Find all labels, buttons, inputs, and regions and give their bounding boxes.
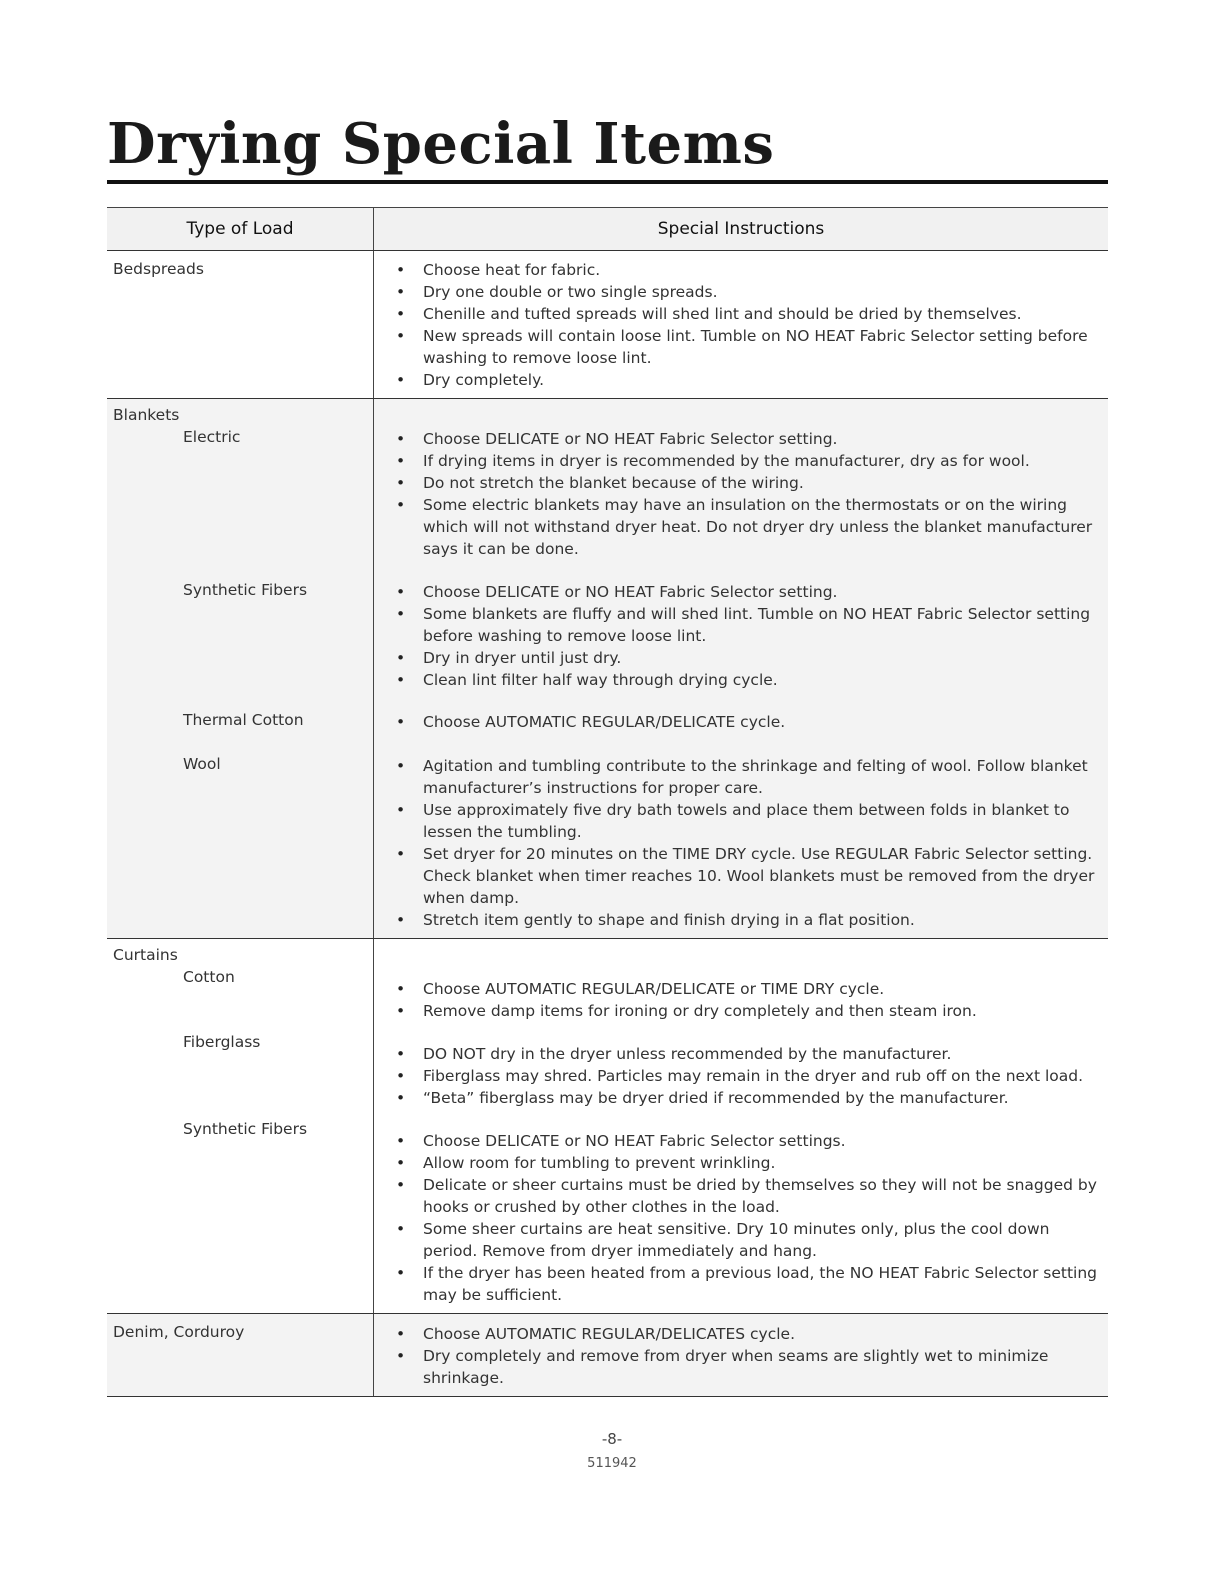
table-header-row (107, 208, 1108, 251)
instructions-bedspreads (374, 251, 1108, 398)
section-denim-corduroy (107, 1314, 1108, 1397)
load-label-blankets: Blankets (113, 406, 180, 424)
load-sublabel-thermal-cotton: Thermal Cotton (183, 711, 304, 729)
page-title: Drying Special Items (107, 111, 775, 177)
list-item: • Some electric blankets may have an insulation on the thermostats or on the wiring which will not withstand dryer heat. Do not dryer dry unless the blanket manufacturer says it can be done. (396, 494, 1100, 560)
list-item: • Allow room for tumbling to prevent wrinkling. (396, 1152, 1100, 1174)
bullet-list-synthetic-curtains (396, 1130, 1100, 1306)
bullet-list-denim (396, 1323, 1100, 1389)
list-item: • Dry in dryer until just dry. (396, 647, 1100, 669)
bullet-list-electric (396, 428, 1100, 560)
list-item: • Stretch item gently to shape and finish drying in a flat position. (396, 909, 1100, 931)
load-cell-bedspreads (107, 251, 374, 398)
page-number: -8- (601, 1430, 623, 1448)
load-sublabel-fiberglass: Fiberglass (183, 1033, 261, 1051)
list-item: • Dry completely and remove from dryer when seams are slightly wet to minimize shrinkage. (396, 1345, 1100, 1389)
list-item: • Some sheer curtains are heat sensitive. Dry 10 minutes only, plus the cool down period. Remove from dryer immediately and hang. (396, 1218, 1100, 1262)
list-item: • Choose DELICATE or NO HEAT Fabric Selector setting. (396, 428, 1100, 450)
title-rule (107, 180, 1108, 184)
load-label-denim-corduroy: Denim, Corduroy (113, 1323, 245, 1341)
load-sublabel-wool: Wool (183, 755, 221, 773)
list-item: • Clean lint filter half way through drying cycle. (396, 669, 1100, 691)
bullet-list-thermal-cotton (396, 711, 1100, 733)
list-item: • Choose AUTOMATIC REGULAR/DELICATE or TIME DRY cycle. (396, 978, 1100, 1000)
load-cell-blankets (107, 399, 374, 938)
list-item: • Use approximately five dry bath towels and place them between folds in blanket to lessen the tumbling. (396, 799, 1100, 843)
bullet-list-bedspreads (396, 259, 1100, 391)
bullet-list-cotton (396, 978, 1100, 1022)
header-type-of-load: Type of Load (107, 208, 374, 250)
special-items-table (107, 207, 1108, 1397)
list-item: • DO NOT dry in the dryer unless recommended by the manufacturer. (396, 1043, 1100, 1065)
load-sublabel-synthetic-fibers: Synthetic Fibers (183, 581, 308, 599)
list-item: • Choose AUTOMATIC REGULAR/DELICATES cycle. (396, 1323, 1100, 1345)
list-item: • Set dryer for 20 minutes on the TIME DRY cycle. Use REGULAR Fabric Selector setting. Check blanket when timer reaches 10. Wool blankets must be removed from the dryer when damp. (396, 843, 1100, 909)
list-item: • Delicate or sheer curtains must be dried by themselves so they will not be snagged by hooks or crushed by other clothes in the load. (396, 1174, 1100, 1218)
list-item: • Choose heat for fabric. (396, 259, 1100, 281)
list-item: • Choose DELICATE or NO HEAT Fabric Selector settings. (396, 1130, 1100, 1152)
instructions-denim-corduroy (374, 1314, 1108, 1396)
section-curtains (107, 939, 1108, 1314)
list-item: • Choose DELICATE or NO HEAT Fabric Selector setting. (396, 581, 1100, 603)
bullet-list-synthetic-blankets (396, 581, 1100, 691)
list-item: • Do not stretch the blanket because of the wiring. (396, 472, 1100, 494)
section-bedspreads (107, 251, 1108, 399)
load-cell-curtains (107, 939, 374, 1313)
list-item: • Choose AUTOMATIC REGULAR/DELICATE cycle. (396, 711, 1100, 733)
list-item: • Dry completely. (396, 369, 1100, 391)
list-item: • Some blankets are fluffy and will shed lint. Tumble on NO HEAT Fabric Selector setting before washing to remove loose lint. (396, 603, 1100, 647)
instructions-curtains (374, 939, 1108, 1313)
list-item: • Agitation and tumbling contribute to the shrinkage and felting of wool. Follow blanket manufacturer’s instructions for proper care. (396, 755, 1100, 799)
load-cell-denim-corduroy (107, 1314, 374, 1396)
list-item: • “Beta” fiberglass may be dryer dried if recommended by the manufacturer. (396, 1087, 1100, 1109)
list-item: • If drying items in dryer is recommended by the manufacturer, dry as for wool. (396, 450, 1100, 472)
bullet-list-fiberglass (396, 1043, 1100, 1109)
list-item: • Chenille and tufted spreads will shed lint and should be dried by themselves. (396, 303, 1100, 325)
load-sublabel-cotton: Cotton (183, 968, 235, 986)
load-label-curtains: Curtains (113, 946, 178, 964)
list-item: • If the dryer has been heated from a previous load, the NO HEAT Fabric Selector setting may be sufficient. (396, 1262, 1100, 1306)
bullet-list-wool (396, 755, 1100, 931)
section-blankets (107, 399, 1108, 939)
load-sublabel-synthetic-fibers: Synthetic Fibers (183, 1120, 308, 1138)
load-label-bedspreads: Bedspreads (113, 260, 204, 278)
list-item: • Fiberglass may shred. Particles may remain in the dryer and rub off on the next load. (396, 1065, 1100, 1087)
list-item: • Dry one double or two single spreads. (396, 281, 1100, 303)
header-special-instructions: Special Instructions (657, 219, 825, 239)
list-item: • New spreads will contain loose lint. Tumble on NO HEAT Fabric Selector setting before washing to remove loose lint. (396, 325, 1100, 369)
load-sublabel-electric: Electric (183, 428, 241, 446)
document-number: 511942 (587, 1456, 637, 1471)
list-item: • Remove damp items for ironing or dry completely and then steam iron. (396, 1000, 1100, 1022)
instructions-blankets (374, 399, 1108, 938)
